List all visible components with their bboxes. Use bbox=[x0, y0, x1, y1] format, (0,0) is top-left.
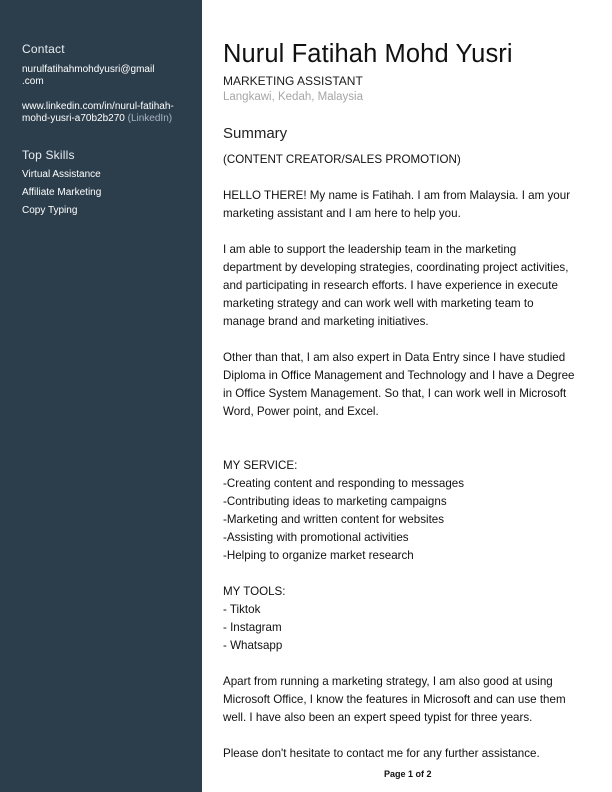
text-line: Microsoft Office, I know the features in Microsoft and can use them bbox=[223, 693, 566, 706]
email-line-1: nurulfatihahmohdyusri@gmail bbox=[22, 64, 155, 75]
tool-item: - Instagram bbox=[223, 621, 282, 634]
text-line: Please don't hesitate to contact me for any further assistance. bbox=[223, 747, 540, 760]
contact-heading: Contact bbox=[22, 42, 65, 56]
service-list bbox=[223, 457, 593, 565]
summary-paragraph bbox=[223, 151, 593, 169]
service-item: -Marketing and written content for websites bbox=[223, 513, 445, 526]
text-line: department by developing strategies, coordinating project activities, bbox=[223, 261, 569, 274]
text-line: Other than that, I am also expert in Data Entry since I have studied bbox=[223, 351, 566, 364]
summary-paragraph bbox=[223, 187, 593, 223]
text-line: Apart from running a marketing strategy, I am also good at using bbox=[223, 675, 553, 688]
linkedin-suffix: (LinkedIn) bbox=[127, 113, 173, 124]
linkedin-line-1: www.linkedin.com/in/nurul-fatihah- bbox=[22, 101, 174, 112]
summary-paragraph bbox=[223, 673, 593, 727]
service-item: -Assisting with promotional activities bbox=[223, 531, 409, 544]
tool-item: - Whatsapp bbox=[223, 639, 283, 652]
page-number: Page 1 of 2 bbox=[384, 769, 432, 779]
text-line: (CONTENT CREATOR/SALES PROMOTION) bbox=[223, 153, 461, 166]
skills-heading: Top Skills bbox=[22, 148, 75, 162]
text-line: marketing assistant and I am here to help you. bbox=[223, 207, 461, 220]
text-line: Diploma in Office Management and Technology and I have a Degree bbox=[223, 369, 575, 382]
service-item: -Creating content and responding to messages bbox=[223, 477, 465, 490]
summary-heading: Summary bbox=[223, 125, 288, 142]
skill-item: Copy Typing bbox=[22, 205, 78, 216]
skill-item: Virtual Assistance bbox=[22, 169, 101, 180]
summary-paragraph bbox=[223, 241, 593, 331]
linkedin-link[interactable] bbox=[22, 101, 194, 125]
text-line: marketing strategy and can work well with marketing team to bbox=[223, 297, 534, 310]
skill-item: Affiliate Marketing bbox=[22, 187, 102, 198]
tools-list bbox=[223, 583, 593, 655]
tools-heading: MY TOOLS: bbox=[223, 585, 286, 598]
email-line-2: .com bbox=[22, 76, 44, 87]
service-item: -Contributing ideas to marketing campaigns bbox=[223, 495, 447, 508]
service-heading: MY SERVICE: bbox=[223, 459, 298, 472]
text-line: and participating in research efforts. I have experience in execute bbox=[223, 279, 558, 292]
text-line: I am able to support the leadership team in the marketing bbox=[223, 243, 517, 256]
person-name: Nurul Fatihah Mohd Yusri bbox=[223, 40, 513, 68]
summary-paragraph bbox=[223, 349, 593, 421]
job-title: MARKETING ASSISTANT bbox=[223, 74, 363, 88]
tool-item: - Tiktok bbox=[223, 603, 261, 616]
text-line: Word, Power point, and Excel. bbox=[223, 405, 379, 418]
email-link[interactable] bbox=[22, 64, 194, 88]
text-line: manage brand and marketing initiatives. bbox=[223, 315, 429, 328]
service-item: -Helping to organize market research bbox=[223, 549, 414, 562]
summary-paragraph bbox=[223, 745, 593, 763]
text-line: in Office System Management. So that, I can work well in Microsoft bbox=[223, 387, 567, 400]
sidebar bbox=[0, 0, 202, 792]
text-line: well. I have also been an expert speed typist for three years. bbox=[223, 711, 533, 724]
location: Langkawi, Kedah, Malaysia bbox=[223, 91, 363, 103]
text-line: HELLO THERE! My name is Fatihah. I am from Malaysia. I am your bbox=[223, 189, 571, 202]
linkedin-line-2: mohd-yusri-a70b2b270 bbox=[22, 113, 125, 124]
